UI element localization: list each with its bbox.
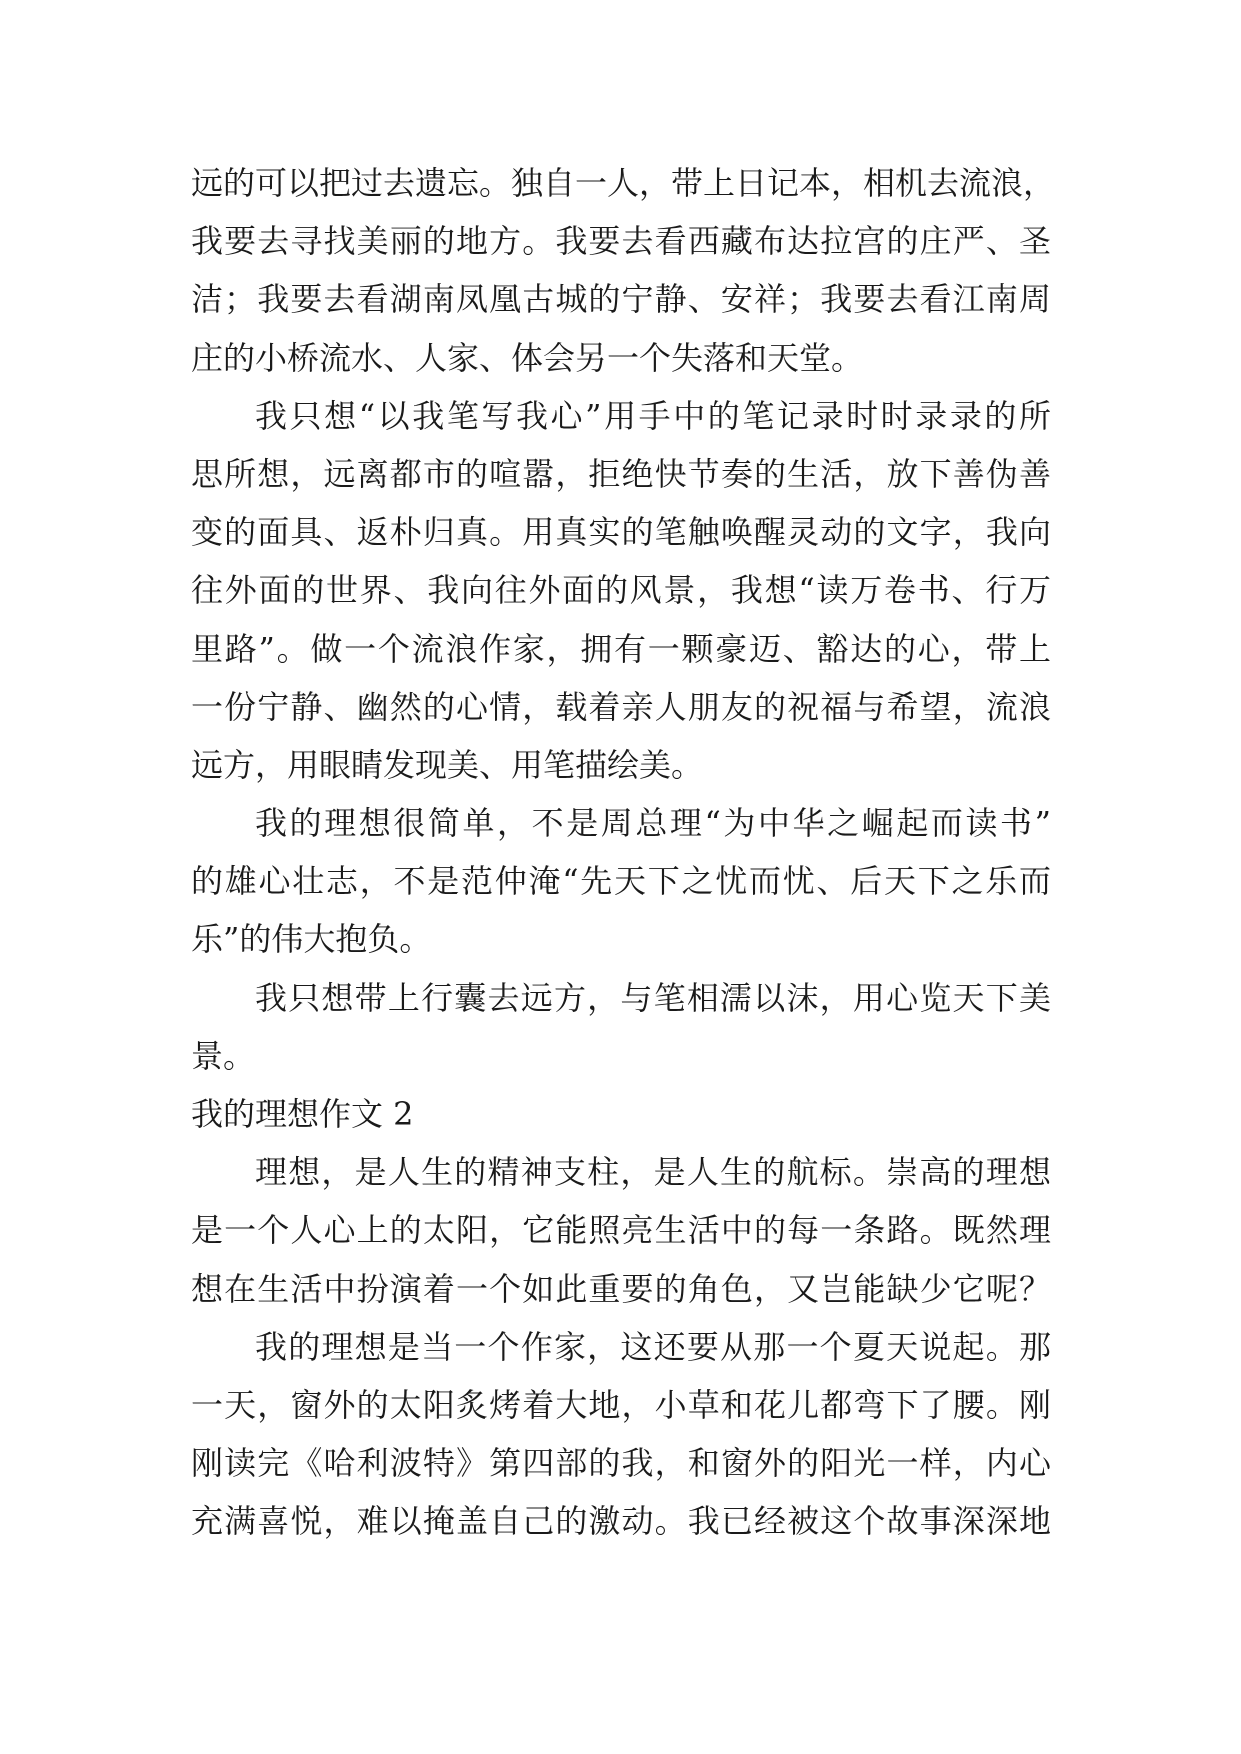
text-line: 远方，用眼睛发现美、用笔描绘美。	[191, 745, 704, 784]
paragraph-first-line: 我只想“以我笔写我心”用手中的笔记录时时录录的所	[255, 396, 1051, 435]
document-body	[191, 154, 1056, 1551]
text-line: 充满喜悦，难以掩盖自己的激动。我已经被这个故事深深地	[191, 1502, 1051, 1541]
text-line: 是一个人心上的太阳，它能照亮生活中的每一条路。既然理	[191, 1211, 1051, 1250]
text-line: 乐”的伟大抱负。	[191, 920, 432, 959]
text-line: 景。	[191, 1036, 256, 1075]
text-line: 庄的小桥流水、人家、体会另一个失落和天堂。	[191, 338, 864, 377]
text-line: 洁；我要去看湖南凤凰古城的宁静、安祥；我要去看江南周	[191, 280, 1051, 319]
text-line: 想在生活中扮演着一个如此重要的角色，又岂能缺少它呢？	[191, 1269, 1051, 1308]
text-line: 里路”。做一个流浪作家，拥有一颗豪迈、豁达的心，带上	[191, 629, 1051, 668]
text-line: 的雄心壮志，不是范仲淹“先天下之忧而忧、后天下之乐而	[191, 862, 1051, 901]
section-heading: 我的理想作文 2	[191, 1095, 414, 1133]
text-line: 刚读完《哈利波特》第四部的我，和窗外的阳光一样，内心	[191, 1444, 1051, 1483]
paragraph-first-line: 我的理想是当一个作家，这还要从那一个夏天说起。那	[255, 1327, 1051, 1366]
paragraph-first-line: 我的理想很简单，不是周总理“为中华之崛起而读书”	[255, 804, 1051, 843]
text-line: 我要去寻找美丽的地方。我要去看西藏布达拉宫的庄严、圣	[191, 222, 1051, 261]
text-line: 思所想，远离都市的喧嚣，拒绝快节奏的生活，放下善伪善	[191, 454, 1051, 493]
text-line: 变的面具、返朴归真。用真实的笔触唤醒灵动的文字，我向	[191, 513, 1051, 552]
text-line: 一天，窗外的太阳炙烤着大地，小草和花儿都弯下了腰。刚	[191, 1385, 1051, 1424]
text-line: 一份宁静、幽然的心情，载着亲人朋友的祝福与希望，流浪	[191, 687, 1051, 726]
paragraph-first-line: 我只想带上行囊去远方，与笔相濡以沫，用心览天下美	[255, 978, 1051, 1017]
paragraph-first-line: 理想，是人生的精神支柱，是人生的航标。崇高的理想	[255, 1153, 1051, 1192]
text-line: 远的可以把过去遗忘。独自一人，带上日记本，相机去流浪，	[191, 164, 1056, 202]
text-line: 往外面的世界、我向往外面的风景，我想“读万卷书、行万	[191, 571, 1051, 610]
